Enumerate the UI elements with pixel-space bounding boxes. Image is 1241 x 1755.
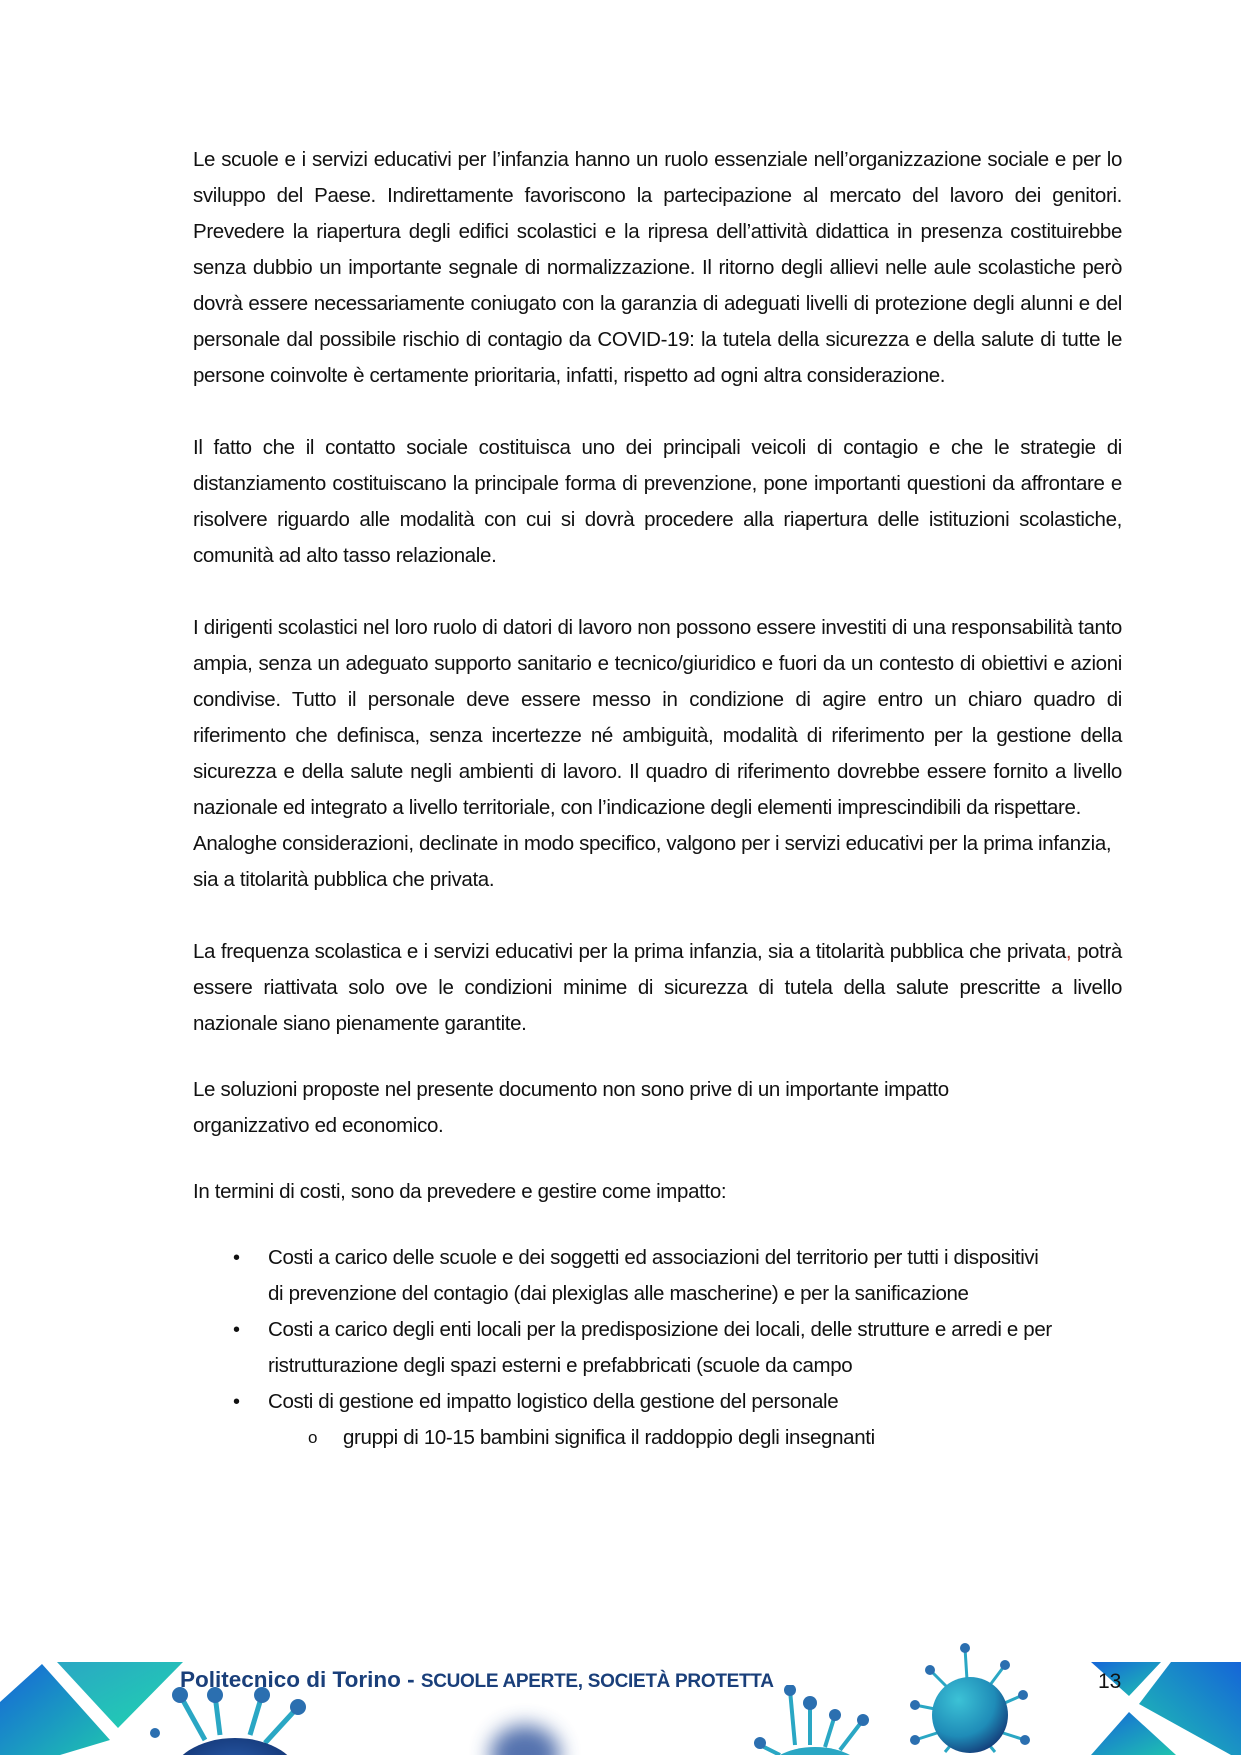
footer-subtitle: SCUOLE APERTE, SOCIETÀ PROTETTA [420,1671,774,1692]
paragraph-gap [193,1210,1122,1240]
paragraph-gap [193,574,1122,610]
virus-illustration-left-icon [150,1685,320,1755]
page-footer [0,1640,1241,1755]
footer-title [180,1667,774,1693]
bullet-icon: • [233,1391,240,1413]
circle-bullet-icon: o [308,1428,318,1447]
paragraph-intro: Le scuole e i servizi educativi per l’infanzia hanno un ruolo essenziale nell’organizzazione sociale e per lo sviluppo del Paese. Indirettamente favoriscono la partecipazione al mercato del lavoro dei genitori. Prevedere la riapertura degli edifici scolastici e la ripresa dell’attività didattica in presenza costituirebbe senza dubbio un importante segnale di normalizzazione. Il ritorno degli allievi nelle aule scolastiche però dovrà essere necessariamente coniugato con la garanzia di adeguati livelli di protezione degli alunni e del personale dal possibile rischio di contagio da COVID-19: la tutela della sicurezza e della salute di tutte le persone coinvolte è certamente prioritaria, infatti, rispetto ad ogni altra considerazione. [193,148,1122,387]
attendance-red-comma: , [1065,940,1072,963]
virus-illustration-right-icon [905,1640,1035,1755]
attendance-text-b: potrà essere riattivata solo ove le condizioni minime di sicurezza di tutela della salute prescritte a livello nazionale siano pienamente garantite. [193,940,1122,1035]
cost-bullet-list [193,1240,1122,1456]
list-item-text: Costi a carico degli enti locali per la predisposizione dei locali, delle strutture e arredi e per ristrutturazione degli spazi esterni e prefabbricati (scuole da campo [268,1318,1052,1377]
paragraph-attendance [193,934,1122,1042]
bullet-icon: • [233,1319,240,1341]
paragraph-gap [193,1042,1122,1072]
paragraph-analogous: Analoghe considerazioni, declinate in modo specifico, valgono per i servizi educativi per la prima infanzia, sia a titolarità pubblica che privata. [193,832,1112,891]
paragraph-gap [193,1144,1122,1174]
virus-illustration-middle-icon [740,1685,880,1755]
page-number: 13 [1098,1670,1122,1693]
blurred-virus-decoration-icon [490,1725,560,1755]
sub-list-item [268,1420,1122,1456]
list-item [193,1312,1088,1384]
list-item [193,1240,1058,1312]
list-item-text: Costi di gestione ed impatto logistico della gestione del personale [268,1390,839,1413]
paragraph-solutions: Le soluzioni proposte nel presente documento non sono prive di un importante impatto organizzativo ed economico. [193,1078,949,1137]
list-item [193,1384,1122,1456]
sub-bullet-list [268,1420,1122,1456]
attendance-text-a: La frequenza scolastica e i servizi educativi per la prima infanzia, sia a titolarità pubblica che privata [193,940,1066,963]
footer-org-name: Politecnico di Torino - [180,1667,421,1692]
paragraph-social-contact: Il fatto che il contatto sociale costituisca uno dei principali veicoli di contagio e che le strategie di distanziamento costituiscano la principale forma di prevenzione, pone importanti questioni da affrontare e risolvere riguardo alle modalità con cui si dovrà procedere alla riapertura delle istituzioni scolastiche, comunità ad alto tasso relazionale. [193,436,1122,567]
paragraph-costs-intro: In termini di costi, sono da prevedere e gestire come impatto: [193,1180,727,1203]
document-body [193,142,1122,1456]
sub-list-item-text: gruppi di 10-15 bambini significa il raddoppio degli insegnanti [343,1426,875,1449]
bullet-icon: • [233,1247,240,1269]
paragraph-gap [193,394,1122,430]
paragraph-school-managers: I dirigenti scolastici nel loro ruolo di datori di lavoro non possono essere investiti di una responsabilità tanto ampia, senza un adeguato supporto sanitario e tecnico/giuridico e fuori da un contesto di obiettivi e azioni condivise. Tutto il personale deve essere messo in condizione di agire entro un chiaro quadro di riferimento che definisca, senza incertezze né ambiguità, modalità di riferimento per la gestione della sicurezza e della salute negli ambienti di lavoro. Il quadro di riferimento dovrebbe essere fornito a livello nazionale ed integrato a livello territoriale, con l’indicazione degli elementi imprescindibili da rispettare. [193,616,1122,819]
list-item-text: Costi a carico delle scuole e dei soggetti ed associazioni del territorio per tutti i dispositivi di prevenzione del contagio (dai plexiglas alle mascherine) e per la sanificazione [268,1246,1039,1305]
paragraph-gap [193,898,1122,934]
right-geometric-decoration-icon [1091,1640,1241,1755]
